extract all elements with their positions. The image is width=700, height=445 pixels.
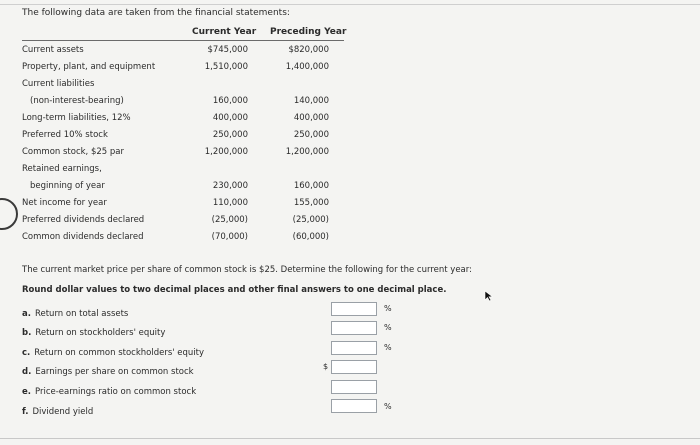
row-current-value: (70,000) bbox=[211, 232, 248, 242]
row-current-value: 1,200,000 bbox=[204, 147, 248, 157]
row-label: Preferred 10% stock bbox=[22, 130, 108, 140]
question-b bbox=[22, 328, 165, 338]
answer-input-c[interactable] bbox=[331, 341, 377, 355]
row-current-value: 1,510,000 bbox=[204, 62, 248, 72]
bottom-divider bbox=[0, 438, 700, 439]
question-letter: a. bbox=[22, 309, 31, 319]
question-text: Earnings per share on common stock bbox=[35, 367, 194, 377]
answer-input-d[interactable] bbox=[331, 360, 377, 374]
question-a bbox=[22, 309, 128, 319]
row-preceding-value: $820,000 bbox=[288, 45, 329, 55]
preceding-year-header: Preceding Year bbox=[270, 27, 347, 37]
row-current-value: 400,000 bbox=[212, 113, 248, 123]
row-preceding-value: (25,000) bbox=[292, 215, 329, 225]
row-label: Property, plant, and equipment bbox=[22, 62, 156, 72]
question-text: Return on total assets bbox=[34, 309, 129, 319]
row-current-value: 160,000 bbox=[212, 96, 248, 106]
row-label: Retained earnings, bbox=[22, 164, 102, 174]
intro-text: The following data are taken from the financial statements: bbox=[22, 8, 290, 18]
row-label: Preferred dividends declared bbox=[22, 215, 145, 225]
question-text: Return on common stockholders' equity bbox=[34, 348, 205, 358]
row-current-value: 110,000 bbox=[212, 198, 248, 208]
row-preceding-value: 1,400,000 bbox=[285, 62, 329, 72]
row-preceding-value: 140,000 bbox=[293, 96, 329, 106]
row-preceding-value: 155,000 bbox=[293, 198, 329, 208]
row-label: Common dividends declared bbox=[22, 232, 144, 242]
answer-input-f[interactable] bbox=[331, 399, 377, 413]
row-current-value: 250,000 bbox=[212, 130, 248, 140]
question-f bbox=[22, 407, 93, 417]
answer-input-e[interactable] bbox=[331, 380, 377, 394]
row-label: Current liabilities bbox=[22, 79, 95, 89]
percent-unit: % bbox=[384, 304, 392, 313]
row-preceding-value: 400,000 bbox=[293, 113, 329, 123]
row-current-value: (25,000) bbox=[211, 215, 248, 225]
percent-unit: % bbox=[384, 402, 392, 411]
answer-input-b[interactable] bbox=[331, 321, 377, 335]
row-label: Net income for year bbox=[22, 198, 107, 208]
question-d bbox=[22, 367, 194, 377]
question-letter: c. bbox=[22, 348, 31, 358]
question-letter: d. bbox=[22, 367, 32, 377]
row-label: Long-term liabilities, 12% bbox=[22, 113, 131, 123]
row-label: (non-interest-bearing) bbox=[30, 96, 124, 106]
rounding-instruction: Round dollar values to two decimal places and other final answers to one decimal place. bbox=[22, 285, 447, 295]
row-current-value: 230,000 bbox=[212, 181, 248, 191]
mouse-pointer-icon bbox=[484, 290, 494, 302]
question-letter: e. bbox=[22, 387, 31, 397]
dollar-unit: $ bbox=[323, 362, 329, 371]
question-letter: f. bbox=[22, 407, 29, 417]
row-preceding-value: 1,200,000 bbox=[285, 147, 329, 157]
row-preceding-value: 160,000 bbox=[293, 181, 329, 191]
side-circle-button[interactable] bbox=[0, 198, 18, 230]
question-text: Dividend yield bbox=[32, 407, 94, 417]
current-year-header: Current Year bbox=[192, 27, 257, 37]
question-letter: b. bbox=[22, 328, 32, 338]
row-preceding-value: (60,000) bbox=[292, 232, 329, 242]
question-e bbox=[22, 387, 196, 397]
row-label: Common stock, $25 par bbox=[22, 147, 124, 157]
row-label: beginning of year bbox=[30, 181, 105, 191]
question-text: Return on stockholders' equity bbox=[35, 328, 166, 338]
question-c bbox=[22, 348, 204, 358]
header-rule bbox=[22, 40, 344, 41]
row-preceding-value: 250,000 bbox=[293, 130, 329, 140]
question-text: Price-earnings ratio on common stock bbox=[35, 387, 197, 397]
row-label: Current assets bbox=[22, 45, 84, 55]
percent-unit: % bbox=[384, 323, 392, 332]
top-divider bbox=[0, 4, 700, 5]
row-current-value: $745,000 bbox=[207, 45, 248, 55]
answer-input-a[interactable] bbox=[331, 302, 377, 316]
market-price-sentence: The current market price per share of common stock is $25. Determine the following for the current year: bbox=[22, 265, 472, 275]
percent-unit: % bbox=[384, 343, 392, 352]
